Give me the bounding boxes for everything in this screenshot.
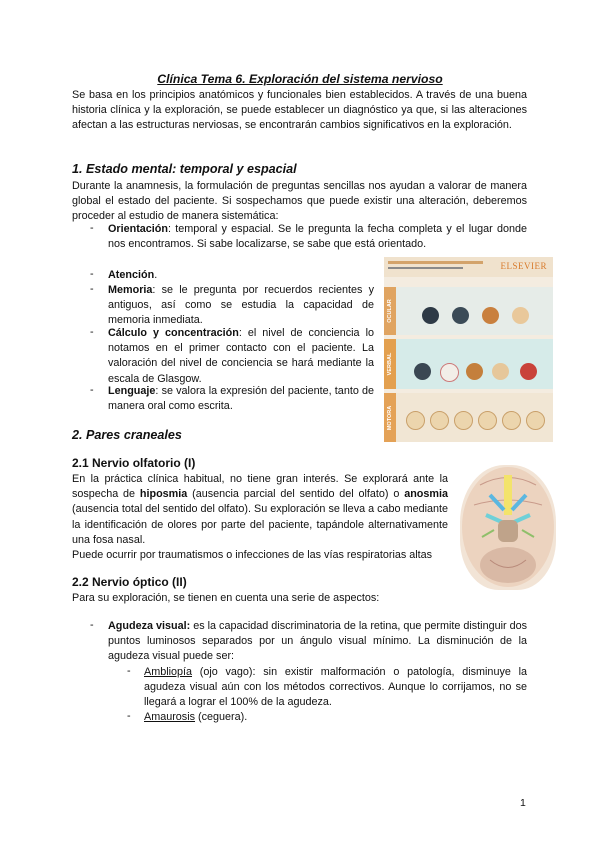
section1-paragraph: Durante la anamnesis, la formulación de preguntas sencillas nos ayudan a valorar de manera global el estado del paciente. Si sospechamos que puede existir una alteración, deberemos proceder al estudio de manera sistemática:: [72, 180, 527, 223]
paragraph-text: (ausencia total del sentido del olfato). Su exploración se lleva a cabo mediante la identificación de olores por parte del paciente, tapándole alternativamente una fosa nasal.: [72, 503, 448, 546]
sublist-item-amaurosis: [144, 710, 527, 725]
ocular-band: [384, 287, 553, 335]
item-text: : se valora la expresión del paciente, tanto de manera oral como escrita.: [108, 385, 374, 413]
brain-base-illustration: [460, 465, 556, 590]
sublist-dash: -: [127, 710, 131, 722]
item-term: Amaurosis: [144, 711, 196, 723]
subsection-2-1-heading: 2.1 Nervio olfatorio (I): [72, 456, 196, 470]
glasgow-scale-figure: [384, 257, 553, 442]
list-item-orientacion: [108, 222, 527, 252]
item-text: : se le pregunta por recuerdos recientes y antiguos, así como se estudia la capacidad de memoria inmediata.: [108, 284, 374, 327]
ocular-label-strip: [384, 287, 396, 335]
list-item-memoria: [108, 283, 374, 329]
list-dash: -: [90, 619, 94, 631]
eye-open-icon: [512, 307, 529, 324]
verbal-label: VERBAL: [387, 352, 393, 376]
olfatorio-note: Puede ocurrir por traumatismos o infecciones de las vías respiratorias altas: [72, 549, 433, 561]
term-anosmia: anosmia: [404, 488, 448, 501]
figure-subtitle-bar: [388, 267, 463, 269]
ocular-label: OCULAR: [387, 299, 393, 323]
verbal-band: [384, 339, 553, 389]
eye-voice-icon: [482, 307, 499, 324]
motor-none-icon: [526, 411, 545, 430]
item-text: es la capacidad discriminatoria de la retina, que permite distinguir dos puntos luminosos separados por un ángulo visual mínimo. La disminución de la agudeza visual puede ser:: [108, 620, 527, 663]
section2-heading: 2. Pares craneales: [72, 428, 182, 442]
verbal-confused-icon: [440, 363, 459, 382]
section1-heading: 1. Estado mental: temporal y espacial: [72, 162, 297, 176]
document-title: Clínica Tema 6. Exploración del sistema nervioso: [157, 72, 443, 86]
optico-intro: Para su exploración, se tienen en cuenta una serie de aspectos:: [72, 592, 380, 604]
list-item-calculo: [108, 326, 374, 387]
item-text: .: [154, 269, 158, 281]
brain-base-drawing: [460, 465, 556, 590]
motora-label: MOTORA: [387, 405, 393, 430]
item-text: (ceguera).: [195, 711, 248, 723]
motora-label-strip: [384, 393, 396, 442]
item-text: : el nivel de conciencia lo notamos en el primer contacto con el paciente. La valoración del nivel de conciencia se hará mediante la escala de Glasgow.: [108, 327, 374, 385]
item-term: Ambliopía: [144, 666, 193, 678]
paragraph-text: En la práctica clínica habitual, no tiene gran interés. Se explorará ante la sospecha de: [72, 473, 448, 501]
list-item-atencion: [108, 268, 374, 283]
eye-closed-icon: [422, 307, 439, 324]
item-term: Memoria: [108, 284, 153, 296]
motor-flexion-icon: [478, 411, 497, 430]
subsection-2-2-heading: 2.2 Nervio óptico (II): [72, 575, 187, 589]
verbal-oriented-icon: [414, 363, 431, 380]
list-dash: -: [90, 326, 94, 338]
item-term: Orientación: [108, 223, 168, 235]
olfatorio-paragraph: [72, 472, 448, 548]
motor-obeys-icon: [406, 411, 425, 430]
item-text: : temporal y espacial. Se le pregunta la fecha completa y el lugar donde nos encontramos. Si sabe localizarse, se sabe que está orientado.: [108, 223, 527, 251]
list-dash: -: [90, 384, 94, 396]
figure-title-bar: [388, 261, 483, 264]
page-number: 1: [520, 797, 526, 809]
motor-localizes-icon: [430, 411, 449, 430]
list-item-lenguaje: [108, 384, 374, 414]
verbal-label-strip: [384, 339, 396, 389]
motor-withdraws-icon: [454, 411, 473, 430]
paragraph-text: (ausencia parcial del sentido del olfato) o: [187, 488, 405, 501]
verbal-sounds-icon: [492, 363, 509, 380]
list-dash: -: [90, 283, 94, 295]
list-dash: -: [90, 222, 94, 234]
intro-paragraph: Se basa en los principios anatómicos y funcionales bien establecidos. A través de una buena historia clínica y la exploración, se puede establecer un diagnóstico ya que, si las alteraciones afectan a las estructuras nerviosas, se encontrarán cambios significativos en la exploración.: [72, 89, 527, 132]
item-term: Agudeza visual:: [108, 620, 191, 632]
verbal-words-icon: [466, 363, 483, 380]
verbal-none-icon: [520, 363, 537, 380]
sublist-item-ambliopia: [144, 665, 527, 711]
motora-band: [384, 393, 553, 442]
item-term: Atención: [108, 269, 155, 281]
item-text: (ojo vago): sin existir malformación o patología, disminuye la agudeza visual aún con los métodos correctivos. Aunque lo corrijamos, no se llegará a lograr el 100% de la agudeza.: [144, 666, 527, 709]
list-item-agudeza-visual: [108, 619, 527, 665]
eye-pain-icon: [452, 307, 469, 324]
elsevier-logo: ELSEVIER: [500, 261, 547, 271]
figure-header: [384, 257, 553, 277]
list-dash: -: [90, 268, 94, 280]
sublist-dash: -: [127, 665, 131, 677]
term-hiposmia: hiposmia: [139, 488, 188, 501]
motor-extension-icon: [502, 411, 521, 430]
item-term: Lenguaje: [108, 385, 156, 397]
item-term: Cálculo y concentración: [108, 327, 239, 339]
